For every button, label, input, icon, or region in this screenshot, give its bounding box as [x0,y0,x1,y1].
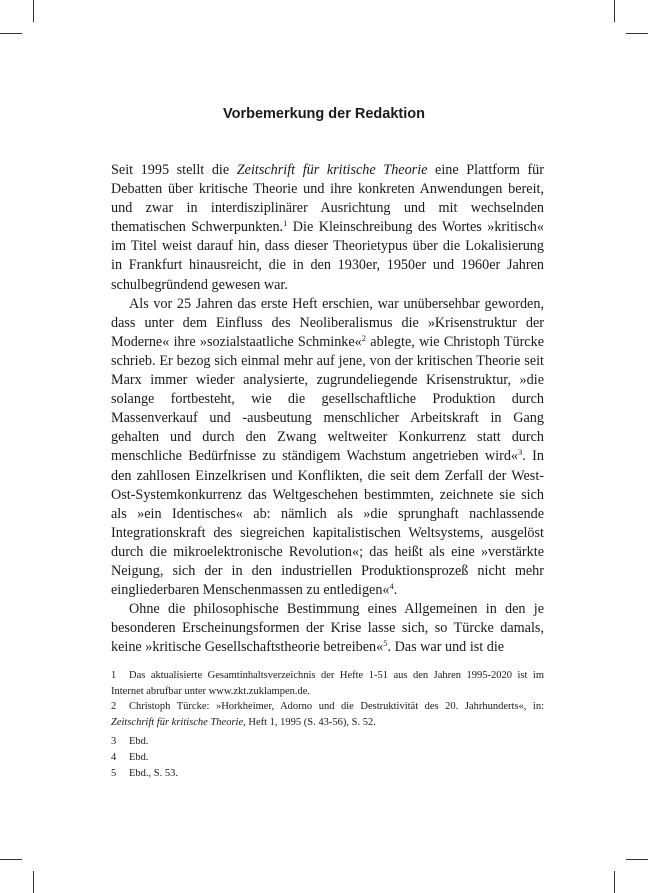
text-run: Die Kleinschreibung des Wortes »kritisch« im Titel weist darauf hin, dass dieser Theorietypus über die Lokalisierung in Frankfurt hinausreicht, die in den 1930er, 1950er und 1960er Jahren schulbegründend gewesen war. [111,219,544,293]
crop-mark-bottom-right [614,871,615,893]
crop-mark-top-right [614,0,615,22]
page-title: Vorbemerkung der Redaktion [223,106,425,122]
footnote [111,750,544,766]
footnote [111,699,544,730]
italic-text: Zeitschrift für kritische Theorie [236,162,428,178]
text-run: Christoph Türcke: »Horkheimer, Adorno und die Destruktivität des 20. Jahrhunderts«, in: [129,701,544,713]
text-run: Ohne die philosophische Bestimmung eines Allgemeinen in den je besonderen Erscheinungsformen der Krise lasse sich, so Türcke damals, keine »kritische Gesellschaftstheorie betreiben« [111,601,544,656]
footnote-ref: 2 [361,332,367,343]
crop-mark-top-right-h [626,33,648,34]
paragraph-3 [111,600,544,657]
footnote [111,734,544,750]
footnote-ref: 1 [283,218,288,229]
footnote [111,766,544,782]
text-run: Als vor 25 Jahren das erste Heft erschien, war unübersehbar geworden, dass unter dem Einfluss des Neoliberalismus die »Krisenstruktur der Moderne« ihre »sozialstaatliche Schminke« [111,295,544,350]
text-run: . In den zahllosen Einzelkrisen und Konflikten, die seit dem Zerfall der West-Ost-Systemkonkurrenz das Weltgeschehen bestimmten, zeichnete sie sich als »ein Identisches« ab: nämlich als »die sprunghaft nachlassende Integrationskraft des siegreichen kapitalistischen Weltsystems, ausgelöst durch die mikroelektronische Revolution«; das heißt als eine »verstärkte Neigung, sich der in den industriellen Produktionsprozeß nicht mehr eingliederbaren Menschenmassen zu entledigen« [111,448,544,599]
footnote-number: 5 [111,767,117,779]
text-run: Ebd. [129,751,149,763]
text-run: , Heft 1, 1995 (S. 43-56), S. 52. [243,716,376,728]
footnote-number: 3 [111,736,117,748]
text-run: . Das war und ist die [387,639,505,656]
crop-mark-top-left [33,0,34,22]
crop-mark-bottom-left [33,871,34,893]
footnote-ref: 3 [518,447,523,458]
crop-mark-top-left-h [0,33,22,34]
text-run: Seit 1995 stellt die [111,162,237,178]
italic-text: Zeitschrift für kritische Theorie [111,716,244,728]
text-run: Ebd. [129,736,149,748]
footnote-number: 1 [111,670,117,681]
text-run: eine Plattform für Debatten über kritische Theorie und ihre konkreten Anwendungen bereit, und zwar in interdisziplinärer Ausrichtung und mit wechselnden thematischen Schwerpunkten. [111,162,544,236]
footnote-ref: 5 [383,638,388,649]
text-run: Ebd., S. 53. [129,767,179,779]
body-text [111,161,544,657]
footnote-ref: 4 [389,581,394,592]
footnotes [111,668,544,781]
footnote-number: 2 [111,701,117,713]
paragraph-2 [111,295,544,601]
crop-mark-bottom-right-h [626,859,648,860]
text-run: ablegte, wie Christoph Türcke schrieb. Er bezog sich einmal mehr auf jene, von der kritischen Theorie seit Marx immer wieder analysierte, zugrundeliegende Krisenstruktur, »die solange fortbesteht, wie die gesellschaftliche Produktion durch Massenverkauf und -ausbeutung menschlicher Arbeitskraft in Gang gehalten und durch den Zwang weltweiter Konkurrenz statt durch menschliche Bedürfnisse zu ständigem Wachstum angetrieben wird« [111,333,544,465]
text-run: Das aktualisierte Gesamtinhaltsverzeichnis der Hefte 1-51 aus den Jahren 1995-2020 ist im Internet abrufbar unter www.zkt.zuklampen.de. [111,670,544,697]
crop-mark-bottom-left-h [0,859,22,860]
footnote [111,668,544,699]
paragraph-1 [111,161,544,295]
text-run: . [393,582,398,599]
footnote-number: 4 [111,751,117,763]
